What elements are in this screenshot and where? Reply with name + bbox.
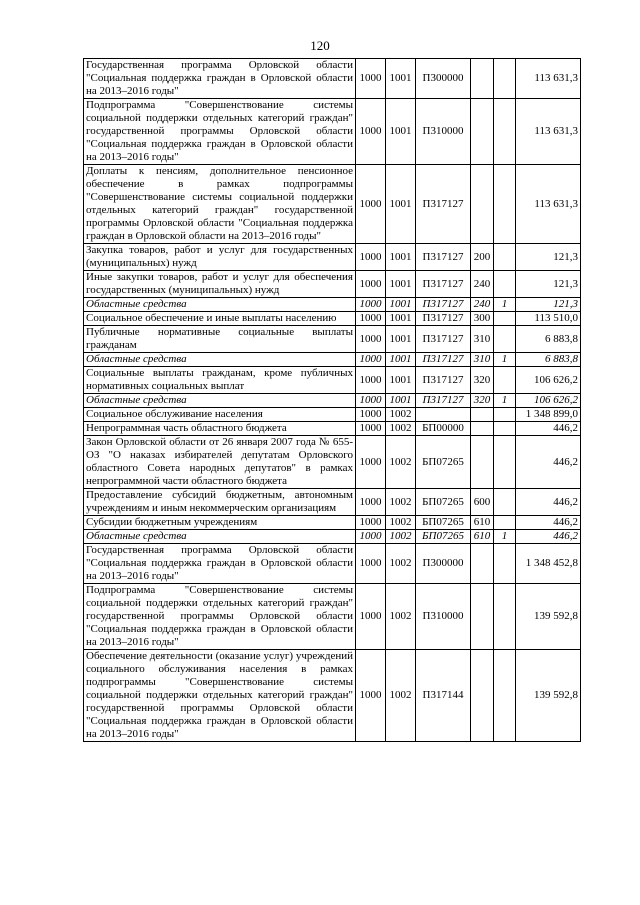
table-row — [84, 244, 581, 271]
source-code-cell — [494, 422, 516, 436]
amount-cell: 113 631,3 — [516, 99, 581, 165]
source-code-cell — [494, 650, 516, 742]
source-code-cell — [494, 489, 516, 516]
subsection-code-cell: 1001 — [386, 367, 416, 394]
source-code-cell — [494, 436, 516, 489]
source-code-cell — [494, 59, 516, 99]
amount-cell: 139 592,8 — [516, 650, 581, 742]
subsection-code-cell: 1002 — [386, 422, 416, 436]
amount-cell: 1 348 452,8 — [516, 544, 581, 584]
subsection-code-cell: 1002 — [386, 650, 416, 742]
expense-type-cell: 310 — [471, 326, 494, 353]
section-code-cell: 1000 — [356, 353, 386, 367]
amount-cell: 113 631,3 — [516, 165, 581, 244]
row-name-cell: Социальные выплаты гражданам, кроме публичных нормативных социальных выплат — [84, 367, 356, 394]
table-row — [84, 422, 581, 436]
source-code-cell — [494, 367, 516, 394]
table-row — [84, 516, 581, 530]
row-name-cell: Областные средства — [84, 530, 356, 544]
expense-type-cell: 610 — [471, 530, 494, 544]
target-article-cell: БП07265 — [416, 436, 471, 489]
section-code-cell: 1000 — [356, 312, 386, 326]
row-name-cell: Обеспечение деятельности (оказание услуг) учреждений социального обслуживания населения в рамках подпрограммы "Совершенствование системы социальной поддержки отдельных категорий граждан" государственной программы Орловской области "Социальная поддержка граждан в Орловской области на 2013–2016 годы" — [84, 650, 356, 742]
section-code-cell: 1000 — [356, 298, 386, 312]
section-code-cell: 1000 — [356, 530, 386, 544]
target-article-cell: П317144 — [416, 650, 471, 742]
source-code-cell — [494, 544, 516, 584]
source-code-cell — [494, 271, 516, 298]
amount-cell: 121,3 — [516, 298, 581, 312]
expense-type-cell — [471, 99, 494, 165]
expense-type-cell — [471, 544, 494, 584]
amount-cell: 446,2 — [516, 422, 581, 436]
row-name-cell: Доплаты к пенсиям, дополнительное пенсионное обеспечение в рамках подпрограммы "Совершенствование системы социальной поддержки отдельных категорий граждан" государственной программы Орловской области "Социальная поддержка граждан в Орловской области на 2013–2016 годы" — [84, 165, 356, 244]
target-article-cell: П317127 — [416, 326, 471, 353]
amount-cell: 106 626,2 — [516, 394, 581, 408]
row-name-cell: Подпрограмма "Совершенствование системы социальной поддержки отдельных категорий граждан" государственной программы Орловской области "Социальная поддержка граждан в Орловской области на 2013–2016 годы" — [84, 99, 356, 165]
table-row — [84, 408, 581, 422]
target-article-cell: П300000 — [416, 544, 471, 584]
row-name-cell: Предоставление субсидий бюджетным, автономным учреждениям и иным некоммерческим организациям — [84, 489, 356, 516]
subsection-code-cell: 1002 — [386, 408, 416, 422]
target-article-cell: П317127 — [416, 165, 471, 244]
table-row — [84, 271, 581, 298]
subsection-code-cell: 1001 — [386, 394, 416, 408]
target-article-cell: П317127 — [416, 367, 471, 394]
section-code-cell: 1000 — [356, 367, 386, 394]
source-code-cell — [494, 312, 516, 326]
table-row — [84, 394, 581, 408]
amount-cell: 446,2 — [516, 436, 581, 489]
section-code-cell: 1000 — [356, 271, 386, 298]
row-name-cell: Закупка товаров, работ и услуг для государственных (муниципальных) нужд — [84, 244, 356, 271]
source-code-cell — [494, 326, 516, 353]
expense-type-cell: 320 — [471, 367, 494, 394]
row-name-cell: Государственная программа Орловской области "Социальная поддержка граждан в Орловской области на 2013–2016 годы" — [84, 59, 356, 99]
row-name-cell: Социальное обслуживание населения — [84, 408, 356, 422]
subsection-code-cell: 1001 — [386, 271, 416, 298]
row-name-cell: Государственная программа Орловской области "Социальная поддержка граждан в Орловской области на 2013–2016 годы" — [84, 544, 356, 584]
target-article-cell: П317127 — [416, 244, 471, 271]
source-code-cell: 1 — [494, 353, 516, 367]
source-code-cell: 1 — [494, 298, 516, 312]
table-row — [84, 99, 581, 165]
amount-cell: 113 631,3 — [516, 59, 581, 99]
amount-cell: 446,2 — [516, 516, 581, 530]
target-article-cell: П310000 — [416, 584, 471, 650]
row-name-cell: Закон Орловской области от 26 января 2007 года № 655-ОЗ "О наказах избирателей депутатам Орловского областного Совета народных депутатов" в рамках непрограммной части областного бюджета — [84, 436, 356, 489]
amount-cell: 121,3 — [516, 271, 581, 298]
expense-type-cell — [471, 408, 494, 422]
expense-type-cell — [471, 59, 494, 99]
table-row — [84, 298, 581, 312]
target-article-cell — [416, 408, 471, 422]
subsection-code-cell: 1001 — [386, 99, 416, 165]
table-row — [84, 165, 581, 244]
target-article-cell: П317127 — [416, 312, 471, 326]
source-code-cell — [494, 408, 516, 422]
subsection-code-cell: 1001 — [386, 298, 416, 312]
expense-type-cell: 200 — [471, 244, 494, 271]
expense-type-cell: 240 — [471, 298, 494, 312]
source-code-cell — [494, 516, 516, 530]
section-code-cell: 1000 — [356, 436, 386, 489]
table-row — [84, 544, 581, 584]
table-row — [84, 530, 581, 544]
row-name-cell: Иные закупки товаров, работ и услуг для обеспечения государственных (муниципальных) нужд — [84, 271, 356, 298]
section-code-cell: 1000 — [356, 422, 386, 436]
subsection-code-cell: 1001 — [386, 165, 416, 244]
row-name-cell: Областные средства — [84, 298, 356, 312]
expense-type-cell — [471, 584, 494, 650]
section-code-cell: 1000 — [356, 584, 386, 650]
amount-cell: 139 592,8 — [516, 584, 581, 650]
expense-type-cell: 240 — [471, 271, 494, 298]
section-code-cell: 1000 — [356, 489, 386, 516]
target-article-cell: П317127 — [416, 271, 471, 298]
target-article-cell: БП07265 — [416, 530, 471, 544]
table-row — [84, 584, 581, 650]
expense-type-cell: 300 — [471, 312, 494, 326]
row-name-cell: Областные средства — [84, 353, 356, 367]
subsection-code-cell: 1002 — [386, 489, 416, 516]
section-code-cell: 1000 — [356, 394, 386, 408]
table-row — [84, 489, 581, 516]
expense-type-cell: 320 — [471, 394, 494, 408]
row-name-cell: Публичные нормативные социальные выплаты гражданам — [84, 326, 356, 353]
subsection-code-cell: 1002 — [386, 516, 416, 530]
table-body — [84, 59, 581, 742]
section-code-cell: 1000 — [356, 650, 386, 742]
table-row — [84, 650, 581, 742]
section-code-cell: 1000 — [356, 516, 386, 530]
amount-cell: 121,3 — [516, 244, 581, 271]
table-row — [84, 353, 581, 367]
target-article-cell: П317127 — [416, 394, 471, 408]
section-code-cell: 1000 — [356, 408, 386, 422]
expense-type-cell: 610 — [471, 516, 494, 530]
target-article-cell: БП07265 — [416, 516, 471, 530]
row-name-cell: Областные средства — [84, 394, 356, 408]
subsection-code-cell: 1002 — [386, 544, 416, 584]
table-row — [84, 367, 581, 394]
section-code-cell: 1000 — [356, 326, 386, 353]
expense-type-cell — [471, 436, 494, 489]
row-name-cell: Подпрограмма "Совершенствование системы социальной поддержки отдельных категорий граждан" государственной программы Орловской области "Социальная поддержка граждан в Орловской области на 2013–2016 годы" — [84, 584, 356, 650]
subsection-code-cell: 1001 — [386, 244, 416, 271]
amount-cell: 6 883,8 — [516, 326, 581, 353]
table-row — [84, 436, 581, 489]
source-code-cell: 1 — [494, 530, 516, 544]
amount-cell: 446,2 — [516, 530, 581, 544]
section-code-cell: 1000 — [356, 59, 386, 99]
table-row — [84, 326, 581, 353]
source-code-cell — [494, 584, 516, 650]
target-article-cell: П317127 — [416, 298, 471, 312]
target-article-cell: П310000 — [416, 99, 471, 165]
row-name-cell: Субсидии бюджетным учреждениям — [84, 516, 356, 530]
expense-type-cell: 310 — [471, 353, 494, 367]
amount-cell: 1 348 899,0 — [516, 408, 581, 422]
section-code-cell: 1000 — [356, 165, 386, 244]
page-number: 120 — [310, 38, 330, 53]
source-code-cell: 1 — [494, 394, 516, 408]
subsection-code-cell: 1002 — [386, 584, 416, 650]
amount-cell: 106 626,2 — [516, 367, 581, 394]
budget-table — [83, 58, 581, 742]
amount-cell: 113 510,0 — [516, 312, 581, 326]
expense-type-cell — [471, 422, 494, 436]
subsection-code-cell: 1002 — [386, 530, 416, 544]
source-code-cell — [494, 99, 516, 165]
target-article-cell: П317127 — [416, 353, 471, 367]
target-article-cell: БП07265 — [416, 489, 471, 516]
subsection-code-cell: 1002 — [386, 436, 416, 489]
target-article-cell: БП00000 — [416, 422, 471, 436]
amount-cell: 446,2 — [516, 489, 581, 516]
section-code-cell: 1000 — [356, 544, 386, 584]
source-code-cell — [494, 165, 516, 244]
row-name-cell: Непрограммная часть областного бюджета — [84, 422, 356, 436]
table-row — [84, 59, 581, 99]
table-row — [84, 312, 581, 326]
target-article-cell: П300000 — [416, 59, 471, 99]
amount-cell: 6 883,8 — [516, 353, 581, 367]
expense-type-cell: 600 — [471, 489, 494, 516]
row-name-cell: Социальное обеспечение и иные выплаты населению — [84, 312, 356, 326]
subsection-code-cell: 1001 — [386, 312, 416, 326]
section-code-cell: 1000 — [356, 244, 386, 271]
subsection-code-cell: 1001 — [386, 326, 416, 353]
source-code-cell — [494, 244, 516, 271]
subsection-code-cell: 1001 — [386, 59, 416, 99]
section-code-cell: 1000 — [356, 99, 386, 165]
expense-type-cell — [471, 165, 494, 244]
subsection-code-cell: 1001 — [386, 353, 416, 367]
expense-type-cell — [471, 650, 494, 742]
